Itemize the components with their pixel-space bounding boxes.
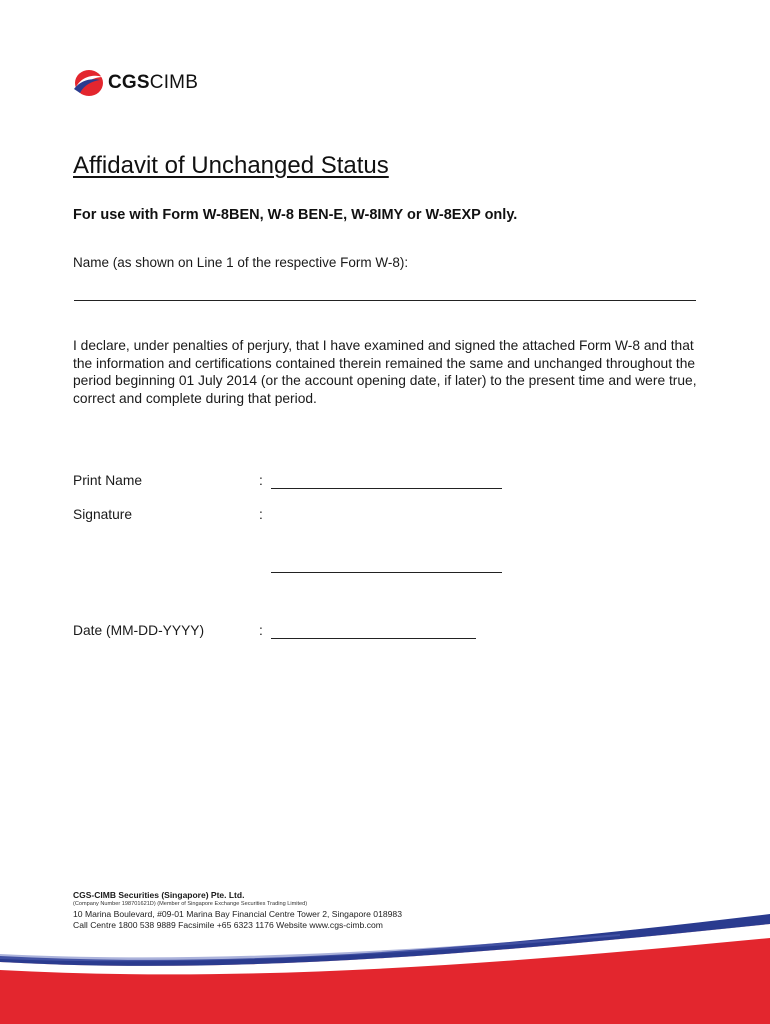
name-field-line[interactable]	[74, 300, 696, 301]
logo-wordmark	[108, 72, 198, 94]
signature-colon: :	[259, 507, 263, 522]
footer-registration: (Company Number 198701621D) (Member of Singapore Exchange Securities Trading Limited)	[73, 901, 308, 907]
name-field-label: Name (as shown on Line 1 of the respective Form W-8):	[73, 255, 409, 270]
print-name-label: Print Name	[73, 473, 143, 488]
cgscimb-logo-icon	[72, 68, 104, 98]
signature-label: Signature	[73, 507, 133, 522]
footer-contact: Call Centre 1800 538 9889 Facsimile +65 6323 1176 Website www.cgs-cimb.com	[73, 919, 383, 930]
date-label: Date (MM-DD-YYYY)	[73, 623, 205, 638]
document-title: Affidavit of Unchanged Status	[73, 152, 389, 179]
logo-text-bold: CGS	[108, 72, 150, 93]
logo-text-regular: CIMB	[149, 72, 199, 93]
declaration-text: I declare, under penalties of perjury, that I have examined and signed the attached Form W-8 and that the information and certifications contained therein remained the same and unchanged throughout the period beginning 01 July 2014 (or the account opening date, if later) to the present time and were true, correct and complete during that period.	[73, 338, 697, 406]
footer-swoosh-graphic	[0, 910, 770, 1024]
print-name-colon: :	[259, 473, 263, 488]
signature-line[interactable]	[271, 572, 502, 573]
footer-address: 10 Marina Boulevard, #09-01 Marina Bay Financial Centre Tower 2, Singapore 018983	[73, 909, 402, 919]
cgscimb-logo	[72, 66, 198, 100]
print-name-line[interactable]	[271, 488, 502, 489]
footer-company-name: CGS-CIMB Securities (Singapore) Pte. Ltd.	[73, 890, 245, 900]
document-subtitle: For use with Form W-8BEN, W-8 BEN-E, W-8IMY or W-8EXP only.	[73, 207, 518, 223]
date-colon: :	[259, 623, 263, 638]
date-line[interactable]	[271, 638, 476, 639]
